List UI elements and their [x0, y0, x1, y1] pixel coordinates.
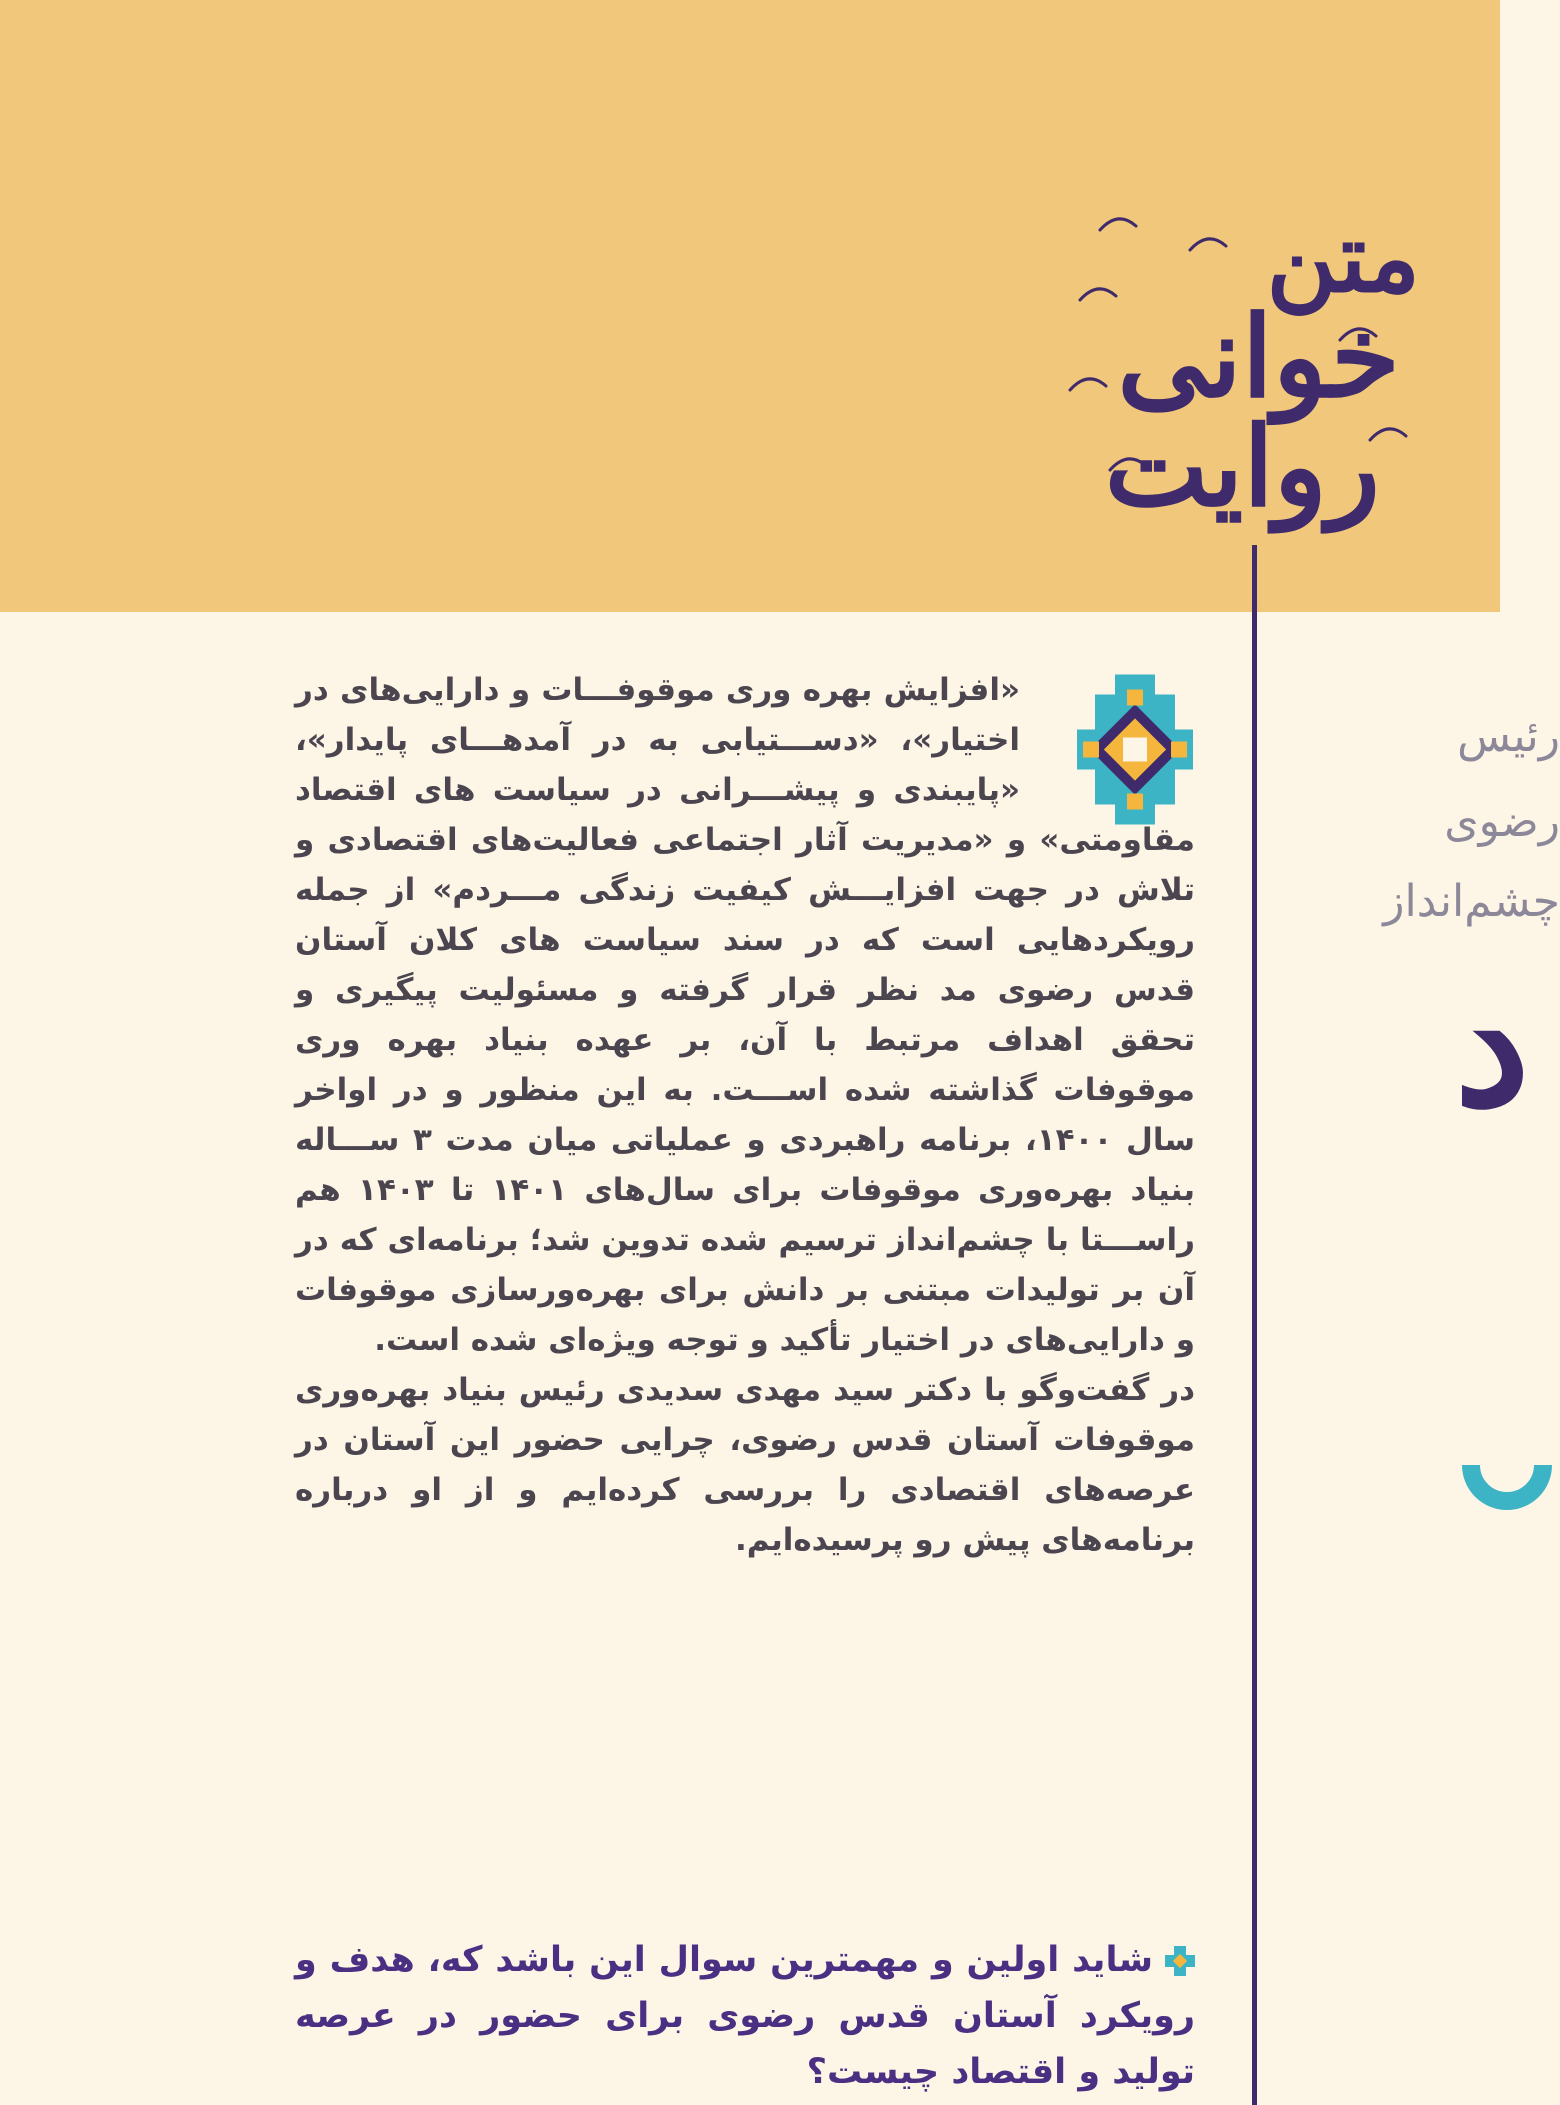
question-text: شاید اولین و مهمترین سوال این باشد که، هدف و رویکرد آستان قدس رضوی برای حضور در عرصه تولید و اقتصاد چیست؟	[295, 1940, 1195, 2092]
logo-word-3: روایت	[1104, 402, 1380, 531]
side-fragment-1: رئیس	[1457, 711, 1560, 762]
ornament-space	[1020, 665, 1195, 815]
intro-paragraph-1	[295, 665, 1195, 1365]
vertical-divider	[1252, 545, 1257, 2105]
side-decor-fragment	[1462, 1420, 1500, 1510]
paragraph-2-text: در گفت‌وگو با دکتر سید مهدی سدیدی رئیس بنیاد بهره‌وری موقوفات آستان قدس رضوی، چرایی حضور این آستان در عرصه‌های اقتصادی را بررسی کرده‌ایم و از او درباره برنامه‌های پیش رو پرسیده‌ایم.	[295, 1372, 1195, 1558]
question-bullet-icon	[1165, 1946, 1195, 1976]
intro-paragraph-2	[295, 1365, 1195, 1565]
side-title-fragment: د	[1454, 945, 1530, 1145]
side-fragment-3: چشم‌انداز	[1383, 876, 1560, 927]
side-fragment-2: رضوی	[1444, 796, 1560, 847]
logo-word-2: خوانی	[1117, 292, 1400, 423]
article-intro	[295, 665, 1195, 1605]
paragraph-1-text: «افزایش بهره وری موقوفـــات و دارایی‌های در اختیار»، «دســـتیابی به در آمدهـــای پایدار»، «پایبندی و پیشـــرانی در سیاست های اقتصاد مقاومتی» و «مدیریت آثار اجتماعی فعالیت‌های اقتصادی و تلاش در جهت افزایـــش کیفیت زندگی مـــردم» از جمله رویکردهایی است که در سند سیاست های کلان آستان قدس رضوی مد نظر قرار گرفته و مسئولیت پیگیری و تحقق اهداف مرتبط با آن، بر عهده بنیاد بهره وری موقوفات گذاشته شده اســـت. به این منظور و در اواخر سال ۱۴۰۰، برنامه راهبردی و عملیاتی میان مدت ۳ ســـاله بنیاد بهره‌وری موقوفات برای سال‌های ۱۴۰۱ تا ۱۴۰۳ هم راســـتا با چشم‌انداز ترسیم شده تدوین شد؛ برنامه‌ای که در آن بر تولیدات مبتنی بر دانش برای بهره‌ورسازی موقوفات و دارایی‌های در اختیار تأکید و توجه ویژه‌ای شده است.	[295, 672, 1195, 1358]
logo-word-1: متن	[1266, 201, 1420, 314]
magazine-logo	[1040, 190, 1440, 560]
interview-question	[295, 1932, 1195, 2105]
